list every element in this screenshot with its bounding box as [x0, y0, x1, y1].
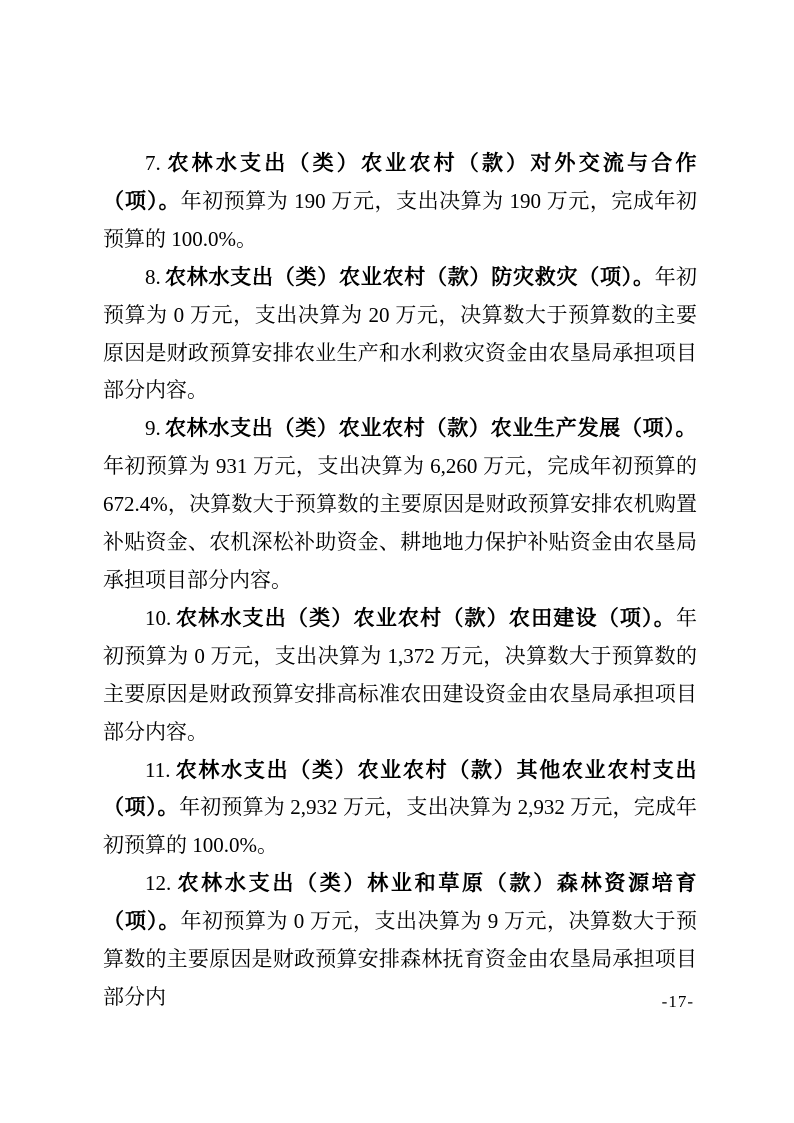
paragraph-item-7 — [103, 145, 697, 259]
paragraph-item-12 — [103, 865, 697, 1017]
paragraph-8-number: 8. — [145, 264, 161, 289]
paragraph-item-9 — [103, 410, 697, 600]
paragraph-9-number: 9. — [145, 416, 161, 441]
paragraph-item-11 — [103, 752, 697, 866]
paragraph-item-10 — [103, 600, 697, 752]
page-number: -17- — [661, 992, 694, 1011]
paragraph-12-heading: 农林水支出（类）林业和草原（款）森林资源培育（项）。 — [103, 872, 697, 934]
paragraph-10-body: 年初预算为 0 万元，支出决算为 1,372 万元，决算数大于预算数的主要原因是财政预算安排高标准农田建设资金由农垦局承担项目部分内容。 — [103, 605, 697, 744]
paragraph-8-body: 年初预算为 0 万元，支出决算为 20 万元，决算数大于预算数的主要原因是财政预算安排农业生产和水利救灾资金由农垦局承担项目部分内容。 — [103, 264, 697, 403]
paragraph-item-8 — [103, 259, 697, 411]
paragraph-7-body: 年初预算为 190 万元，支出决算为 190 万元，完成年初预算的 100.0%。 — [103, 188, 698, 251]
paragraph-10-heading: 农林水支出（类）农业农村（款）农田建设（项）。 — [175, 606, 676, 630]
paragraph-10-number: 10. — [145, 605, 172, 630]
document-body — [103, 145, 697, 1017]
paragraph-9-body: 年初预算为 931 万元，支出决算为 6,260 万元，完成年初预算的 672.4%，决算数大于预算数的主要原因是财政预算安排农机购置补贴资金、农机深松补助资金、耕地地力保护补贴资金由农垦局承担项目部分内容。 — [103, 454, 697, 592]
paragraph-12-number: 12. — [145, 871, 172, 896]
paragraph-8-heading: 农林水支出（类）农业农村（款）防灾救灾（项）。 — [164, 265, 655, 289]
paragraph-12-body: 年初预算为 0 万元，支出决算为 9 万元，决算数大于预算数的主要原因是财政预算安排森林抚育资金由农垦局承担项目部分内 — [103, 909, 697, 1009]
paragraph-7-heading: 农林水支出（类）农业农村（款）对外交流与合作（项）。 — [103, 152, 697, 213]
paragraph-9-heading: 农林水支出（类）农业农村（款）农业生产发展（项）。 — [164, 417, 697, 441]
paragraph-11-number: 11. — [145, 757, 171, 782]
paragraph-11-heading: 农林水支出（类）农业农村（款）其他农业农村支出（项）。 — [103, 758, 697, 820]
paragraph-11-body: 年初预算为 2,932 万元，支出决算为 2,932 万元，完成年初预算的 100.0%。 — [103, 795, 698, 858]
paragraph-7-number: 7. — [145, 151, 161, 175]
